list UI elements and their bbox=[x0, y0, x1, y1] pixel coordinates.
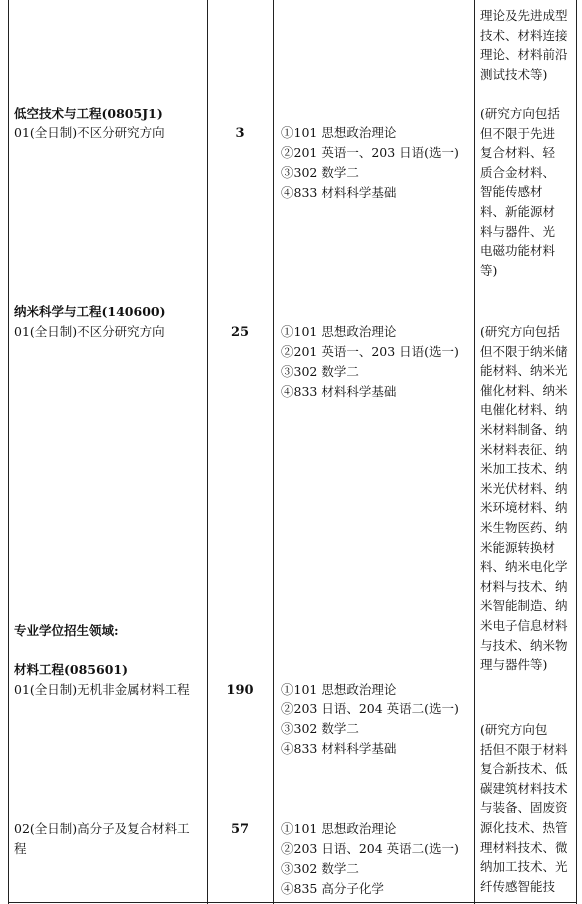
enrollment-count: 190 bbox=[226, 683, 254, 698]
note-line: 电磁功能材料 bbox=[480, 243, 556, 259]
note-line: 米智能制造、纳 bbox=[480, 598, 568, 614]
exam-subject: ④835 高分子化学 bbox=[281, 881, 384, 896]
note-line: 催化材料、纳米 bbox=[480, 382, 568, 398]
column-divider bbox=[474, 0, 475, 904]
note-line: 米加工技术、纳 bbox=[480, 461, 568, 477]
note-line: 与装备、固废资 bbox=[480, 800, 568, 816]
exam-subject: ②203 日语、204 英语二(选一) bbox=[281, 841, 459, 856]
program-title: 低空技术与工程(0805J1) bbox=[14, 106, 163, 121]
note-line: 测试技术等) bbox=[480, 66, 548, 82]
program-title: 纳米科学与工程(140600) bbox=[14, 304, 166, 319]
note-section-2 bbox=[480, 322, 574, 675]
column-divider bbox=[207, 0, 208, 904]
research-direction: 01(全日制)无机非金属材料工程 bbox=[14, 682, 190, 697]
exam-subject: ④833 材料科学基础 bbox=[281, 185, 397, 200]
research-direction: 01(全日制)不区分研究方向 bbox=[14, 324, 165, 339]
note-line: 理与器件等) bbox=[480, 657, 548, 673]
note-line: 纳加工技术、光 bbox=[480, 859, 568, 875]
enrollment-count: 25 bbox=[230, 325, 250, 340]
note-line: 与技术、纳米物 bbox=[480, 637, 568, 653]
table-border-right bbox=[576, 0, 577, 904]
exam-subject: ①101 思想政治理论 bbox=[281, 125, 397, 140]
note-line: 纤传感智能技 bbox=[480, 878, 556, 894]
note-line: 能材料、纳米光 bbox=[480, 363, 568, 379]
research-direction: 01(全日制)不区分研究方向 bbox=[14, 125, 165, 140]
note-line: 理论、材料前沿 bbox=[480, 47, 568, 63]
note-line: 等) bbox=[480, 262, 498, 278]
exam-subject: ①101 思想政治理论 bbox=[281, 324, 397, 339]
note-line: 但不限于纳米储 bbox=[480, 343, 568, 359]
note-materials bbox=[480, 720, 574, 896]
exam-subject: ④833 材料科学基础 bbox=[281, 741, 397, 756]
note-line: 米能源转换材 bbox=[480, 539, 556, 555]
exam-subject: ②203 日语、204 英语二(选一) bbox=[281, 701, 459, 716]
note-line: 料、纳米电化学 bbox=[480, 559, 568, 575]
note-line: 复合材料、轻 bbox=[480, 145, 556, 161]
note-line: 理论及先进成型 bbox=[480, 8, 568, 23]
professional-degree-heading: 专业学位招生领域: bbox=[14, 623, 119, 638]
note-line: (研究方向包括 bbox=[480, 106, 560, 121]
exam-subject: ③302 数学二 bbox=[281, 861, 359, 876]
research-direction: 02(全日制)高分子及复合材料工 bbox=[14, 821, 190, 836]
note-line: 料、新能源材 bbox=[480, 203, 556, 219]
note-line: 料与器件、光 bbox=[480, 223, 556, 239]
note-line: 复合新技术、低 bbox=[480, 761, 568, 777]
research-direction-cont: 程 bbox=[14, 841, 27, 856]
note-line: 米材料制备、纳 bbox=[480, 421, 568, 437]
note-line: (研究方向包括 bbox=[480, 324, 560, 339]
note-line: (研究方向包 bbox=[480, 722, 548, 737]
note-line: 米电子信息材料 bbox=[480, 617, 568, 633]
note-top bbox=[480, 6, 574, 84]
note-line: 理材料技术、微 bbox=[480, 839, 568, 855]
note-line: 质合金材料、 bbox=[480, 164, 556, 180]
note-line: 智能传感材 bbox=[480, 184, 543, 200]
note-line: 源化技术、热管 bbox=[480, 819, 568, 835]
note-section-1 bbox=[480, 104, 574, 280]
exam-subject: ③302 数学二 bbox=[281, 721, 359, 736]
program-title: 材料工程(085601) bbox=[14, 662, 129, 677]
note-line: 材料与技术、纳 bbox=[480, 578, 568, 594]
exam-subject: ③302 数学二 bbox=[281, 364, 359, 379]
exam-subject: ④833 材料科学基础 bbox=[281, 384, 397, 399]
note-line: 米材料表征、纳 bbox=[480, 441, 568, 457]
note-line: 括但不限于材料 bbox=[480, 741, 568, 757]
exam-subject: ③302 数学二 bbox=[281, 165, 359, 180]
exam-subject: ②201 英语一、203 日语(选一) bbox=[281, 344, 459, 359]
exam-subject: ①101 思想政治理论 bbox=[281, 682, 397, 697]
note-line: 米光伏材料、纳 bbox=[480, 480, 568, 496]
enrollment-count: 3 bbox=[235, 126, 245, 141]
note-line: 米环境材料、纳 bbox=[480, 500, 568, 516]
note-line: 但不限于先进 bbox=[480, 125, 556, 141]
exam-subject: ①101 思想政治理论 bbox=[281, 821, 397, 836]
column-divider bbox=[273, 0, 274, 904]
exam-subject: ②201 英语一、203 日语(选一) bbox=[281, 145, 459, 160]
table-border-left bbox=[8, 0, 9, 904]
table-border-bottom bbox=[8, 902, 577, 903]
note-line: 米生物医药、纳 bbox=[480, 519, 568, 535]
note-line: 电催化材料、纳 bbox=[480, 402, 568, 418]
enrollment-count: 57 bbox=[230, 822, 250, 837]
note-line: 技术、材料连接 bbox=[480, 27, 568, 43]
note-line: 碳建筑材料技术 bbox=[480, 780, 568, 796]
